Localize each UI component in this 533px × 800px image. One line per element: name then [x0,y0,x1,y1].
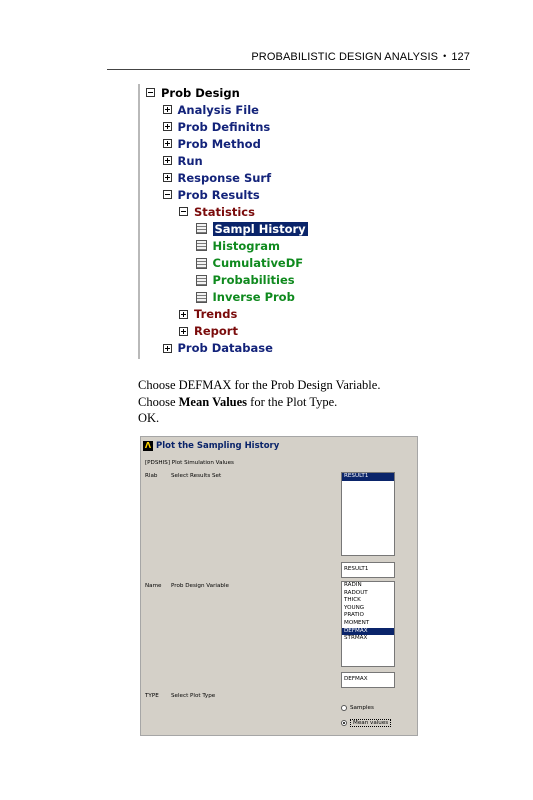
expand-plus-icon[interactable] [163,156,172,165]
tree-item-label: Inverse Prob [212,290,295,305]
tree-item-label: Prob Method [177,136,261,151]
leaf-list-icon [196,240,207,251]
radio-label: Mean values [350,719,391,727]
design-variable-option[interactable]: RADIN [344,582,362,588]
expand-plus-icon[interactable] [163,344,172,353]
tree-item-run[interactable] [163,152,203,169]
design-variable-option[interactable]: STRMAX [344,635,368,642]
tree-item-label: Statistics [194,204,255,219]
page-number: 127 [451,51,470,63]
design-variable-field[interactable]: DEFMAX [341,672,395,688]
tree-item-label: Sampl History [214,221,306,236]
results-set-option[interactable]: RESULT1 [342,473,394,481]
tree-item-report[interactable] [179,323,238,340]
tree-item-probabilities[interactable] [196,272,295,289]
expand-plus-icon[interactable] [163,105,172,114]
rlab-label: Rlab [145,473,158,479]
command-line: [PDSHIS] Plot Simulation Values [145,460,234,466]
plot-sampling-history-dialog [140,436,418,736]
expand-plus-icon[interactable] [163,122,172,131]
tree-item-label: Histogram [212,238,280,253]
dialog-titlebar[interactable] [141,437,417,454]
tree-item-statistics[interactable] [179,203,255,220]
tree-item-label: Prob Definitns [177,119,271,134]
tree-item-prob-database[interactable] [163,340,273,357]
tree-item-trends[interactable] [179,306,237,323]
design-variable-option[interactable]: MOMENT [344,619,370,626]
tree-item-label: Run [177,153,203,168]
radio-icon[interactable] [341,705,347,711]
instruction-line-3: OK. [138,411,160,425]
expand-plus-icon[interactable] [179,310,188,319]
tree-item-analysis-file[interactable] [163,101,259,118]
rlab-desc: Select Results Set [171,473,222,479]
design-variable-listbox[interactable] [341,581,395,667]
tree-item-inverse-prob[interactable] [196,289,295,306]
tree-item-label: CumulativeDF [212,256,304,270]
instruction-line-2-prefix: Choose [138,394,179,409]
radio-icon[interactable] [341,720,347,726]
leaf-list-icon [196,223,207,234]
results-set-listbox[interactable] [341,472,395,556]
tree-item-sampl-history[interactable] [196,220,308,237]
collapse-minus-icon[interactable] [163,190,172,199]
tree-item-label: Prob Results [177,187,260,202]
leaf-list-icon [196,258,207,269]
leaf-list-icon [196,292,207,303]
instruction-line-2-bold: Mean Values [178,394,248,409]
ansys-logo-icon: Λ [144,440,152,450]
tree-item-label: Response Surf [177,170,272,185]
instruction-line-1: Choose DEFMAX for the Prob Design Variable. [138,378,381,392]
dialog-title: Plot the Sampling History [156,440,280,451]
tree-item-prob-results[interactable] [163,186,260,203]
running-title: PROBABILISTIC DESIGN ANALYSIS [251,51,439,63]
plot-type-radio-mean-values[interactable] [341,719,391,727]
type-desc: Select Plot Type [171,693,216,699]
design-variable-option[interactable]: PRATIO [344,612,364,619]
instruction-line-2 [138,394,380,411]
tree-item-label: Prob Design [161,85,240,100]
tree-item-prob-design[interactable] [146,84,240,101]
design-variable-option[interactable]: THICK [344,597,361,604]
tree-item-response-surf[interactable] [163,169,272,186]
tree-item-prob-method[interactable] [163,135,261,152]
expand-plus-icon[interactable] [163,139,172,148]
radio-label: Samples [350,705,374,711]
expand-plus-icon[interactable] [179,327,188,336]
plot-type-radio-samples[interactable] [341,705,374,711]
tree-item-prob-definitns[interactable] [163,118,271,135]
tree-item-histogram[interactable] [196,237,280,254]
tree-item-label: Probabilities [212,273,295,288]
tree-item-label: Prob Database [177,341,273,356]
type-label: TYPE [145,693,159,699]
results-set-field[interactable]: RESULT1 [341,562,395,578]
expand-plus-icon[interactable] [163,173,172,182]
prob-design-tree [138,84,410,359]
design-variable-option[interactable]: RADOUT [344,589,368,596]
tree-item-label: Analysis File [177,102,259,117]
tree-item-cumulativedf[interactable] [196,255,304,272]
name-desc: Prob Design Variable [171,583,229,589]
header-rule [107,69,470,70]
leaf-list-icon [196,275,207,286]
name-label: Name [145,583,162,589]
design-variable-option[interactable]: YOUNG [344,604,365,611]
instruction-line-2-suffix: for the Plot Type. [247,394,338,409]
tree-item-label: Report [194,324,238,339]
collapse-minus-icon[interactable] [146,88,155,97]
instructions [138,377,380,427]
design-variable-option[interactable]: DEFMAX [342,628,394,636]
running-header [107,51,470,63]
header-bullet: • [443,51,447,61]
collapse-minus-icon[interactable] [179,207,188,216]
tree-item-label: Trends [194,307,238,322]
